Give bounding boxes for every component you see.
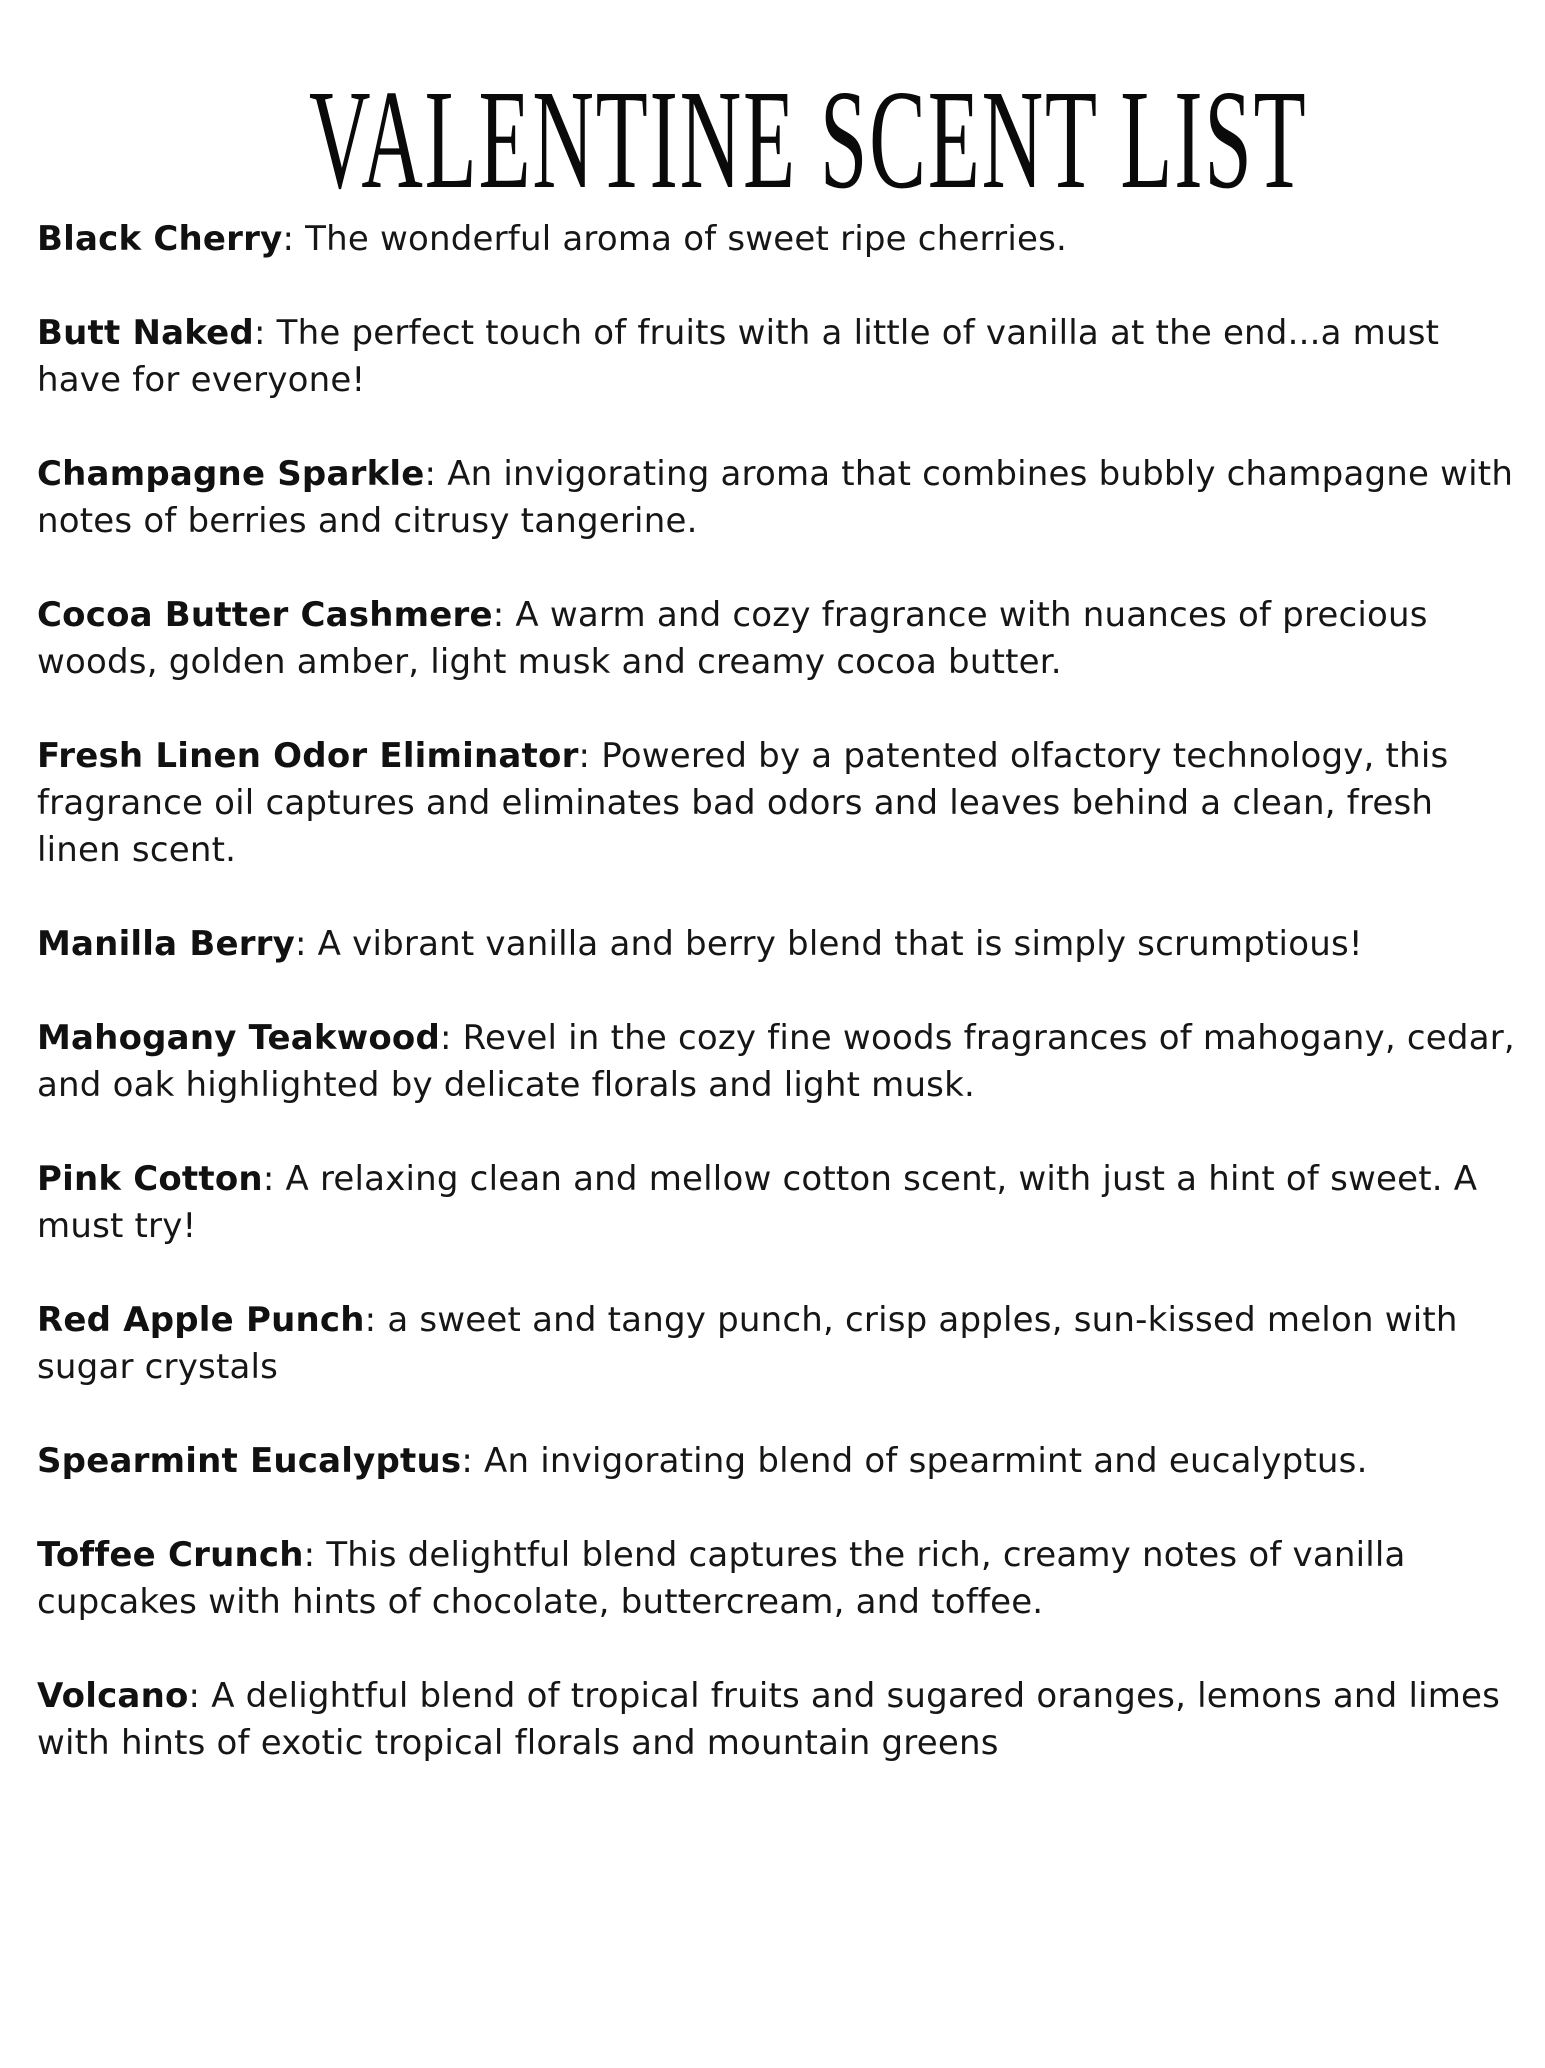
scent-name: Black Cherry — [37, 219, 283, 259]
scent-item — [37, 921, 1523, 968]
scent-separator: : — [424, 454, 448, 494]
scent-item — [37, 1297, 1523, 1391]
scent-item — [37, 1156, 1523, 1250]
scent-separator: : — [282, 219, 306, 259]
scent-description: Powered by a patented olfactory technology, this fragrance oil captures and eliminates bad odors and leaves behind a clean, fresh linen scent. — [37, 736, 1449, 870]
scent-separator: : — [364, 1300, 388, 1340]
scent-description: A delightful blend of tropical fruits and sugared oranges, lemons and limes with hints of exotic tropical florals and mountain greens — [37, 1676, 1501, 1763]
scent-item — [37, 1015, 1523, 1109]
scent-separator: : — [188, 1676, 212, 1716]
scent-description: A relaxing clean and mellow cotton scent, with just a hint of sweet. A must try! — [37, 1159, 1478, 1246]
scent-description: The wonderful aroma of sweet ripe cherries. — [305, 219, 1068, 259]
scent-name: Pink Cotton — [37, 1159, 263, 1199]
scent-separator: : — [461, 1441, 485, 1481]
scent-name: Volcano — [37, 1676, 189, 1716]
scent-separator: : — [492, 595, 516, 635]
scent-description: This delightful blend captures the rich, creamy notes of vanilla cupcakes with hints of chocolate, buttercream, and toffee. — [37, 1535, 1406, 1622]
scent-description: a sweet and tangy punch, crisp apples, sun-kissed melon with sugar crystals — [37, 1300, 1458, 1387]
scent-separator: : — [295, 924, 318, 964]
scent-item — [37, 1673, 1523, 1767]
scent-separator: : — [439, 1018, 463, 1058]
scent-name: Champagne Sparkle — [37, 454, 425, 494]
scent-separator: : — [262, 1159, 286, 1199]
scent-item — [37, 1532, 1523, 1626]
scent-name: Cocoa Butter Cashmere — [37, 595, 493, 635]
scent-item — [37, 1438, 1523, 1485]
scent-description: An invigorating blend of spearmint and eucalyptus. — [484, 1441, 1368, 1481]
scent-name: Mahogany Teakwood — [37, 1018, 440, 1058]
scent-item — [37, 216, 1523, 263]
scent-separator: : — [303, 1535, 327, 1575]
scent-description: Revel in the cozy fine woods fragrances of mahogany, cedar, and oak highlighted by delicate florals and light musk. — [37, 1018, 1515, 1105]
scent-name: Fresh Linen Odor Eliminator — [37, 736, 579, 776]
scent-separator: : — [253, 313, 277, 353]
scent-list-page — [0, 60, 1545, 2068]
scent-description: A vibrant vanilla and berry blend that is simply scrumptious! — [317, 924, 1363, 964]
scent-name: Toffee Crunch — [37, 1535, 304, 1575]
scent-name: Spearmint Eucalyptus — [37, 1441, 462, 1481]
scent-separator: : — [578, 736, 602, 776]
scent-name: Red Apple Punch — [37, 1300, 365, 1340]
scent-name: Butt Naked — [37, 313, 254, 353]
scent-description: An invigorating aroma that combines bubbly champagne with notes of berries and citrusy tangerine. — [37, 454, 1514, 541]
scent-list — [0, 216, 1545, 1767]
scent-description: A warm and cozy fragrance with nuances of precious woods, golden amber, light musk and creamy cocoa butter. — [37, 595, 1428, 682]
scent-name: Manilla Berry — [37, 924, 295, 964]
scent-item — [37, 310, 1523, 404]
scent-item — [37, 451, 1523, 545]
scent-item — [37, 733, 1523, 874]
page-title: VALENTINE SCENT LIST — [308, 60, 1308, 218]
scent-description: The perfect touch of fruits with a little of vanilla at the end...a must have for everyone! — [37, 313, 1440, 400]
scent-item — [37, 592, 1523, 686]
